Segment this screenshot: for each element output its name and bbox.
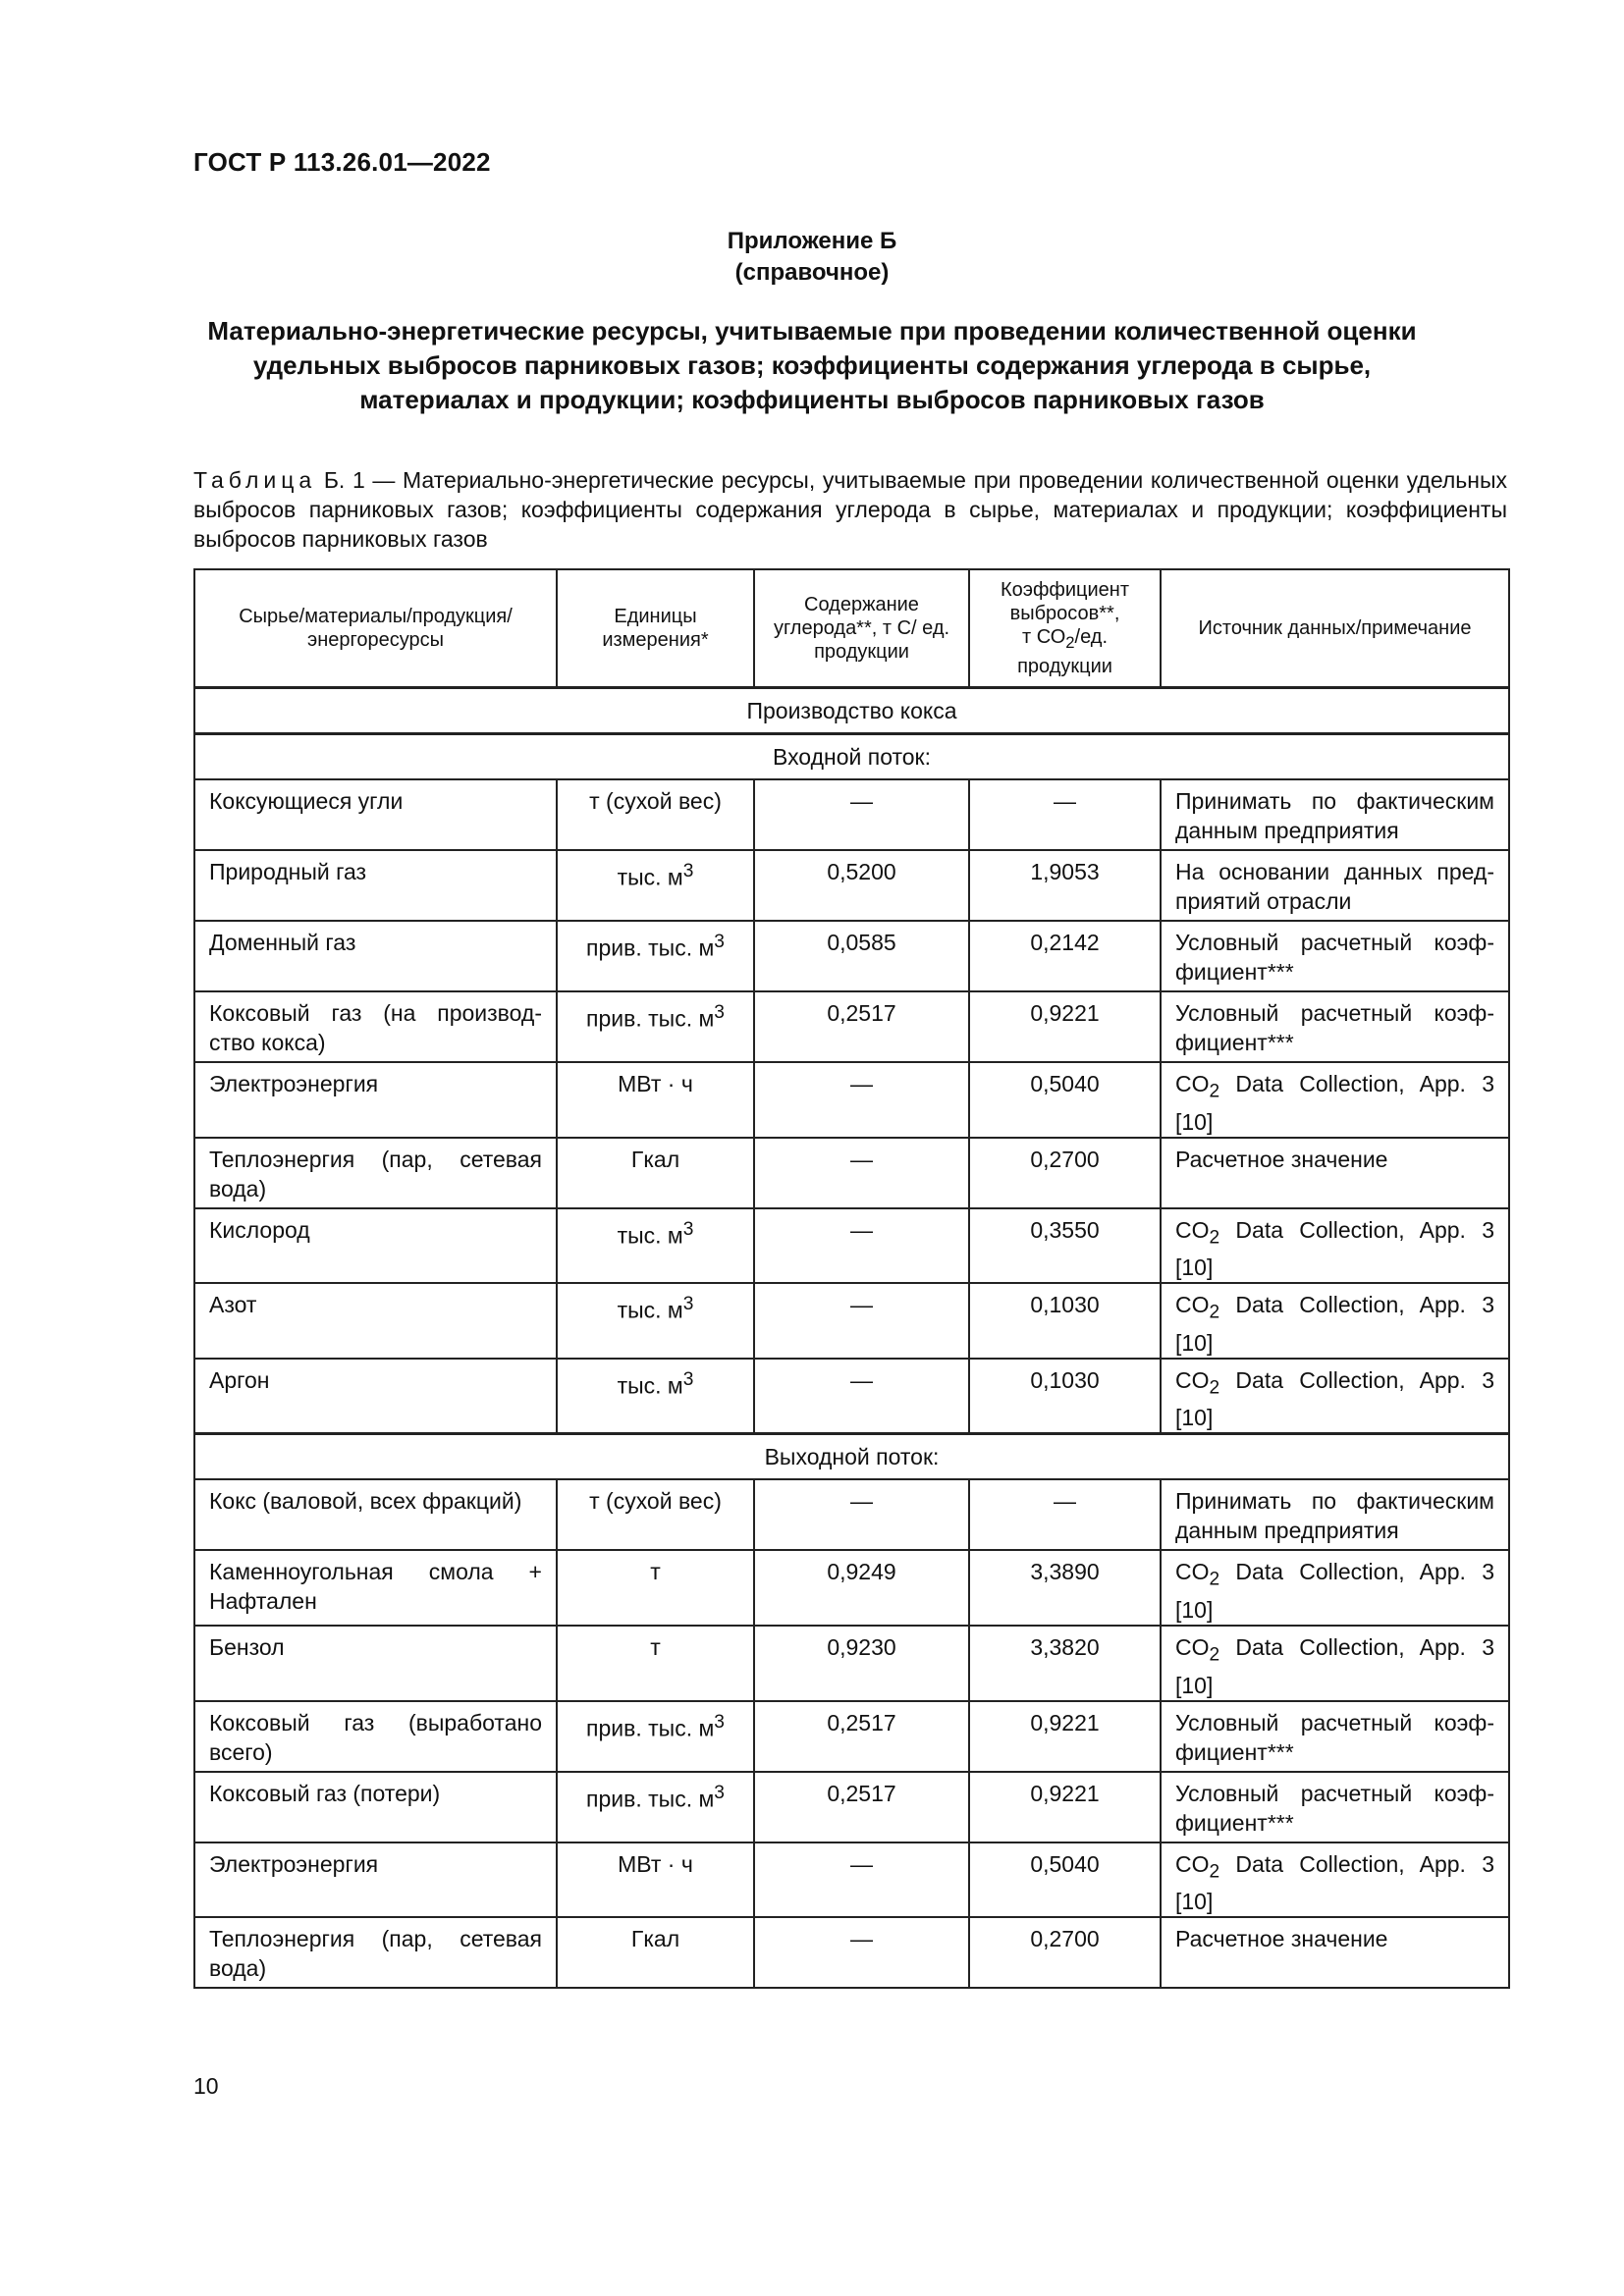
note-text: Расчетное значение [1175, 1146, 1388, 1172]
cell-source [1161, 1062, 1509, 1138]
note-subscript: 2 [1209, 1644, 1220, 1666]
header-emission-factor-sub: 2 [1065, 633, 1075, 652]
cell-carbon-content: — [754, 1208, 969, 1284]
header-emission-factor [969, 569, 1161, 688]
note-subscript: 2 [1209, 1377, 1220, 1399]
cell-material: Азот [194, 1283, 557, 1359]
unit-superscript: 3 [682, 861, 694, 881]
cell-material: Кислород [194, 1208, 557, 1284]
table-caption-label: Таблица [193, 467, 317, 493]
cell-emission-factor: 0,1030 [969, 1283, 1161, 1359]
unit-text: тыс. м [617, 1297, 683, 1323]
cell-material: Коксовый газ (выработано всего) [194, 1701, 557, 1772]
header-material: Сырье/материалы/продукция/ энергоресурсы [194, 569, 557, 688]
cell-unit [557, 1283, 754, 1359]
cell-unit [557, 1208, 754, 1284]
note-text: Расчетное значение [1175, 1926, 1388, 1952]
cell-material: Аргон [194, 1359, 557, 1434]
unit-text: тыс. м [617, 1222, 683, 1249]
cell-carbon-content: — [754, 779, 969, 850]
header-emission-factor-line1: Коэффициент выбросов**, [1000, 579, 1129, 624]
cell-emission-factor: 0,2700 [969, 1917, 1161, 1988]
unit-text: Гкал [630, 1146, 680, 1172]
note-prefix: CO [1175, 1559, 1210, 1585]
cell-unit [557, 1359, 754, 1434]
unit-superscript: 3 [682, 1294, 694, 1315]
cell-carbon-content: 0,0585 [754, 921, 969, 991]
cell-source [1161, 1138, 1509, 1208]
table-row [194, 1626, 1509, 1701]
header-source: Источник данных/примечание [1161, 569, 1509, 688]
cell-unit [557, 1138, 754, 1208]
table-row [194, 850, 1509, 921]
table-row [194, 1359, 1509, 1434]
cell-source [1161, 1479, 1509, 1550]
table-row [194, 1917, 1509, 1988]
cell-material: Каменноугольная смола + Нафтален [194, 1550, 557, 1626]
page-number: 10 [193, 2073, 219, 2099]
cell-carbon-content: 0,2517 [754, 1772, 969, 1842]
cell-unit [557, 1842, 754, 1918]
cell-carbon-content: — [754, 1138, 969, 1208]
note-text: На основании данных пред-приятий отрасли [1175, 859, 1494, 914]
table-row [194, 1842, 1509, 1918]
cell-emission-factor: — [969, 1479, 1161, 1550]
document-code: ГОСТ Р 113.26.01—2022 [193, 147, 491, 177]
header-carbon-content: Содержание углерода**, т С/ ед. продукции [754, 569, 969, 688]
table-row [194, 1062, 1509, 1138]
unit-text: Гкал [630, 1926, 680, 1952]
cell-carbon-content: — [754, 1917, 969, 1988]
cell-material: Коксовый газ (на производ-ство кокса) [194, 991, 557, 1062]
cell-emission-factor: — [969, 779, 1161, 850]
note-text: Принимать по фактическим данным предприятия [1175, 788, 1494, 843]
emission-factors-table [193, 568, 1510, 1989]
unit-text: прив. тыс. м [586, 1715, 715, 1741]
table-row [194, 1283, 1509, 1359]
note-text: Data Collection, App. 3 [10] [1175, 1292, 1494, 1356]
unit-superscript: 3 [714, 1711, 725, 1733]
cell-emission-factor: 0,9221 [969, 1772, 1161, 1842]
cell-material: Теплоэнергия (пар, сетевая вода) [194, 1917, 557, 1988]
table-row [194, 1208, 1509, 1284]
unit-text: т [650, 1633, 661, 1660]
table-row [194, 1550, 1509, 1626]
cell-material: Природный газ [194, 850, 557, 921]
cell-source [1161, 1772, 1509, 1842]
note-subscript: 2 [1209, 1227, 1220, 1249]
section-title: Производство кокса [194, 688, 1509, 734]
cell-source [1161, 1283, 1509, 1359]
cell-material: Электроэнергия [194, 1062, 557, 1138]
cell-material: Коксовый газ (потери) [194, 1772, 557, 1842]
table-row [194, 779, 1509, 850]
cell-emission-factor: 1,9053 [969, 850, 1161, 921]
cell-material: Кокс (валовой, всех фракций) [194, 1479, 557, 1550]
unit-text: т (сухой вес) [589, 1488, 722, 1515]
cell-material: Бензол [194, 1626, 557, 1701]
table-row [194, 991, 1509, 1062]
cell-source [1161, 1208, 1509, 1284]
appendix-title: Приложение Б [727, 228, 897, 254]
cell-emission-factor: 3,3890 [969, 1550, 1161, 1626]
cell-unit [557, 1479, 754, 1550]
cell-unit [557, 1917, 754, 1988]
header-unit: Единицы измерения* [557, 569, 754, 688]
note-text: Условный расчетный коэф-фициент*** [1175, 1709, 1494, 1765]
cell-unit [557, 779, 754, 850]
note-text: Data Collection, App. 3 [10] [1175, 1850, 1494, 1915]
cell-emission-factor: 0,9221 [969, 991, 1161, 1062]
input-flow-row [194, 734, 1509, 780]
cell-material: Электроэнергия [194, 1842, 557, 1918]
output-flow-row [194, 1434, 1509, 1480]
cell-source [1161, 921, 1509, 991]
cell-unit [557, 1550, 754, 1626]
cell-carbon-content: — [754, 1283, 969, 1359]
cell-unit [557, 1062, 754, 1138]
table-row [194, 921, 1509, 991]
note-text: Условный расчетный коэф-фициент*** [1175, 930, 1494, 985]
note-prefix: CO [1175, 1850, 1210, 1877]
note-text: Условный расчетный коэф-фициент*** [1175, 1000, 1494, 1055]
cell-unit [557, 1626, 754, 1701]
appendix-title-block [0, 226, 1624, 289]
cell-emission-factor: 0,9221 [969, 1701, 1161, 1772]
note-text: Условный расчетный коэф-фициент*** [1175, 1780, 1494, 1836]
unit-superscript: 3 [714, 1782, 725, 1803]
table-caption [193, 465, 1507, 554]
cell-emission-factor: 3,3820 [969, 1626, 1161, 1701]
appendix-subtitle: (справочное) [734, 259, 890, 286]
note-text: Data Collection, App. 3 [10] [1175, 1633, 1494, 1698]
cell-source [1161, 1626, 1509, 1701]
unit-text: т [650, 1559, 661, 1585]
note-text: Data Collection, App. 3 [10] [1175, 1071, 1494, 1135]
unit-text: МВт · ч [618, 1850, 693, 1877]
unit-superscript: 3 [714, 1002, 725, 1023]
input-flow-title: Входной поток: [194, 734, 1509, 780]
cell-emission-factor: 0,1030 [969, 1359, 1161, 1434]
note-subscript: 2 [1209, 1081, 1220, 1102]
appendix-heading: Материально-энергетические ресурсы, учитываемые при проведении количественной оценки удельных выбросов парниковых газов; коэффициенты содержания углерода в сырье, материалах и продукции; коэффициенты выбросов парниковых газов [207, 316, 1417, 414]
unit-superscript: 3 [682, 1218, 694, 1240]
cell-emission-factor: 0,2700 [969, 1138, 1161, 1208]
header-emission-factor-line3: /ед. продукции [1017, 626, 1112, 677]
cell-emission-factor: 0,3550 [969, 1208, 1161, 1284]
cell-carbon-content: 0,5200 [754, 850, 969, 921]
note-text: Принимать по фактическим данным предприятия [1175, 1488, 1494, 1544]
unit-text: т (сухой вес) [589, 788, 722, 814]
cell-source [1161, 1917, 1509, 1988]
table-row [194, 1479, 1509, 1550]
cell-unit [557, 850, 754, 921]
table-caption-text: Б. 1 — Материально-энергетические ресурсы, учитываемые при проведении количественной оценки удельных выбросов парниковых газов; коэффициенты содержания углерода в сырье, материалах и продукции; коэффициенты выбросов парниковых газов [193, 467, 1507, 552]
cell-carbon-content: 0,2517 [754, 991, 969, 1062]
cell-emission-factor: 0,5040 [969, 1842, 1161, 1918]
note-prefix: CO [1175, 1366, 1210, 1393]
unit-superscript: 3 [682, 1368, 694, 1390]
note-subscript: 2 [1209, 1569, 1220, 1590]
cell-unit [557, 1701, 754, 1772]
unit-superscript: 3 [714, 932, 725, 952]
table-row [194, 1772, 1509, 1842]
table-row [194, 1701, 1509, 1772]
note-text: Data Collection, App. 3 [10] [1175, 1216, 1494, 1281]
cell-source [1161, 779, 1509, 850]
cell-source [1161, 1842, 1509, 1918]
header-emission-factor-line2: т СО [1021, 626, 1066, 648]
cell-source [1161, 1359, 1509, 1434]
note-subscript: 2 [1209, 1302, 1220, 1323]
note-subscript: 2 [1209, 1861, 1220, 1883]
table-row [194, 1138, 1509, 1208]
unit-text: прив. тыс. м [586, 1786, 715, 1812]
note-prefix: CO [1175, 1071, 1210, 1096]
table-header-row [194, 569, 1509, 688]
cell-emission-factor: 0,5040 [969, 1062, 1161, 1138]
output-flow-title: Выходной поток: [194, 1434, 1509, 1480]
unit-text: тыс. м [617, 1372, 683, 1399]
unit-text: прив. тыс. м [586, 1005, 715, 1032]
cell-material: Доменный газ [194, 921, 557, 991]
cell-material: Теплоэнергия (пар, сетевая вода) [194, 1138, 557, 1208]
cell-carbon-content: — [754, 1479, 969, 1550]
unit-text: прив. тыс. м [586, 934, 715, 961]
cell-material: Коксующиеся угли [194, 779, 557, 850]
cell-carbon-content: 0,9249 [754, 1550, 969, 1626]
note-text: Data Collection, App. 3 [10] [1175, 1559, 1494, 1623]
cell-unit [557, 991, 754, 1062]
cell-carbon-content: — [754, 1842, 969, 1918]
cell-unit [557, 1772, 754, 1842]
unit-text: тыс. м [617, 864, 683, 890]
section-row-coke-production [194, 688, 1509, 734]
unit-text: МВт · ч [618, 1071, 693, 1096]
cell-carbon-content: 0,2517 [754, 1701, 969, 1772]
cell-source [1161, 850, 1509, 921]
cell-source [1161, 1701, 1509, 1772]
cell-source [1161, 991, 1509, 1062]
cell-carbon-content: — [754, 1359, 969, 1434]
note-prefix: CO [1175, 1633, 1210, 1660]
cell-carbon-content: 0,9230 [754, 1626, 969, 1701]
note-text: Data Collection, App. 3 [10] [1175, 1366, 1494, 1431]
cell-emission-factor: 0,2142 [969, 921, 1161, 991]
cell-unit [557, 921, 754, 991]
note-prefix: CO [1175, 1216, 1210, 1243]
cell-source [1161, 1550, 1509, 1626]
cell-carbon-content: — [754, 1062, 969, 1138]
note-prefix: CO [1175, 1292, 1210, 1318]
